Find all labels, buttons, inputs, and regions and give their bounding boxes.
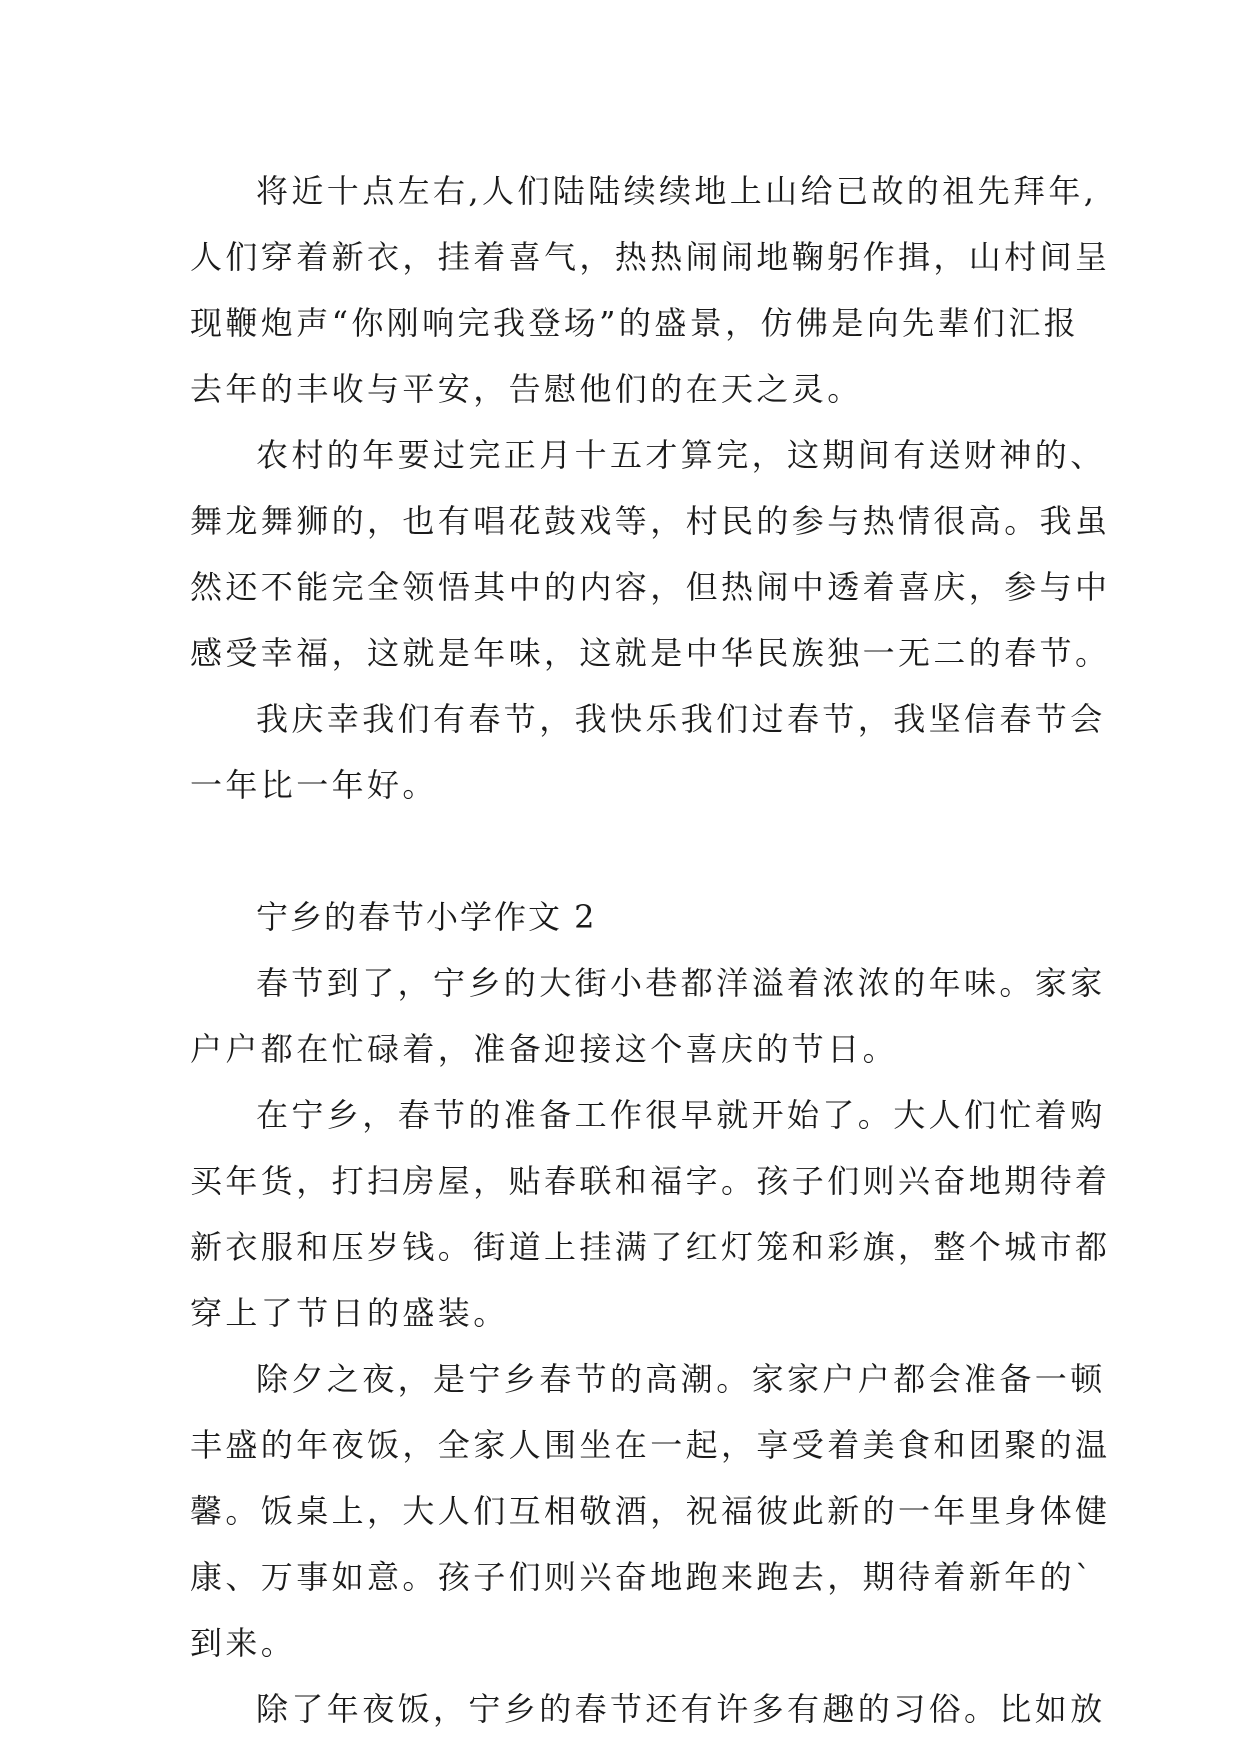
text-line: 我庆幸我们有春节，我快乐我们过春节，我坚信春节会 xyxy=(256,700,1106,738)
text-line: 穿上了节日的盛装。 xyxy=(190,1294,509,1332)
text-line: 春节到了，宁乡的大街小巷都洋溢着浓浓的年味。家家 xyxy=(256,964,1106,1002)
text-line: 丰盛的年夜饭，全家人围坐在一起，享受着美食和团聚的温 xyxy=(190,1426,1111,1464)
section-title: 宁乡的春节小学作文 2 xyxy=(256,898,597,936)
text-line: 然还不能完全领悟其中的内容，但热闹中透着喜庆，参与中 xyxy=(190,568,1111,606)
text-line: 一年比一年好。 xyxy=(190,766,438,804)
text-line: 将近十点左右,人们陆陆续续地上山给已故的祖先拜年, xyxy=(256,172,1098,210)
text-line: 新衣服和压岁钱。街道上挂满了红灯笼和彩旗，整个城市都 xyxy=(190,1228,1111,1266)
section-spacer xyxy=(190,818,1070,884)
paragraph-ancestor-visit xyxy=(190,158,1111,422)
text-line: 馨。饭桌上，大人们互相敬酒，祝福彼此新的一年里身体健 xyxy=(190,1492,1111,1530)
text-line: 人们穿着新衣，挂着喜气，热热闹闹地鞠躬作揖，山村间呈 xyxy=(190,238,1111,276)
text-line: 康、万事如意。孩子们则兴奋地跑来跑去，期待着新年的` xyxy=(190,1558,1095,1596)
paragraph-spring-festival-arrives xyxy=(190,950,1106,1082)
paragraph-customs xyxy=(190,1676,1106,1742)
text-line: 买年货，打扫房屋，贴春联和福字。孩子们则兴奋地期待着 xyxy=(190,1162,1111,1200)
document-page xyxy=(190,158,1111,1742)
text-line: 农村的年要过完正月十五才算完，这期间有送财神的、 xyxy=(256,436,1106,474)
paragraph-preparations xyxy=(190,1082,1111,1346)
text-line: 去年的丰收与平安，告慰他们的在天之灵。 xyxy=(190,370,863,408)
text-line: 舞龙舞狮的，也有唱花鼓戏等，村民的参与热情很高。我虽 xyxy=(190,502,1111,540)
paragraph-conclusion xyxy=(190,686,1106,818)
text-line: 在宁乡，春节的准备工作很早就开始了。大人们忙着购 xyxy=(256,1096,1106,1134)
text-line: 除了年夜饭，宁乡的春节还有许多有趣的习俗。比如放 xyxy=(256,1690,1106,1728)
text-line: 户户都在忙碌着，准备迎接这个喜庆的节日。 xyxy=(190,1030,899,1068)
text-line: 到来。 xyxy=(190,1624,297,1662)
text-line: 感受幸福，这就是年味，这就是中华民族独一无二的春节。 xyxy=(190,634,1111,672)
text-line: 现鞭炮声“你刚响完我登场”的盛景，仿佛是向先辈们汇报 xyxy=(190,304,1080,342)
paragraph-rural-new-year xyxy=(190,422,1111,686)
text-line: 除夕之夜，是宁乡春节的高潮。家家户户都会准备一顿 xyxy=(256,1360,1106,1398)
paragraph-new-years-eve xyxy=(190,1346,1111,1676)
